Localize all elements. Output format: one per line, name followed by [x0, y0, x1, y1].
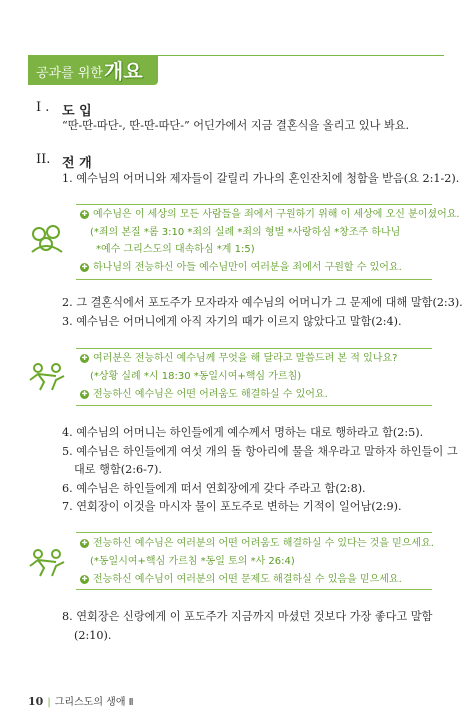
item-6: 6. 예수님은 하인들에게 떠서 연회장에게 갖다 주라고 함(2:8). [62, 482, 366, 495]
running-people-icon [28, 548, 68, 578]
item-5-line-2: 대로 행함(2:6-7). [74, 463, 162, 476]
item-2: 2. 그 결혼식에서 포도주가 모자라자 예수님의 어머니가 그 문제에 대해 말함(2:3). [62, 296, 463, 309]
box1-line-c: *예수 그리스도의 대속하심 *계 1:5) [96, 244, 255, 255]
footer-separator: | [47, 697, 51, 708]
running-people-icon [28, 362, 68, 392]
box3-line-c: ✚ 전능하신 예수님이 여러분의 어떤 문제도 해결하실 수 있음을 믿으세요. [81, 574, 402, 585]
section-2-title: 전 개 [62, 156, 92, 171]
item-7: 7. 연회장이 이것을 마시자 물이 포도주로 변하는 기적이 일어남(2:9). [62, 500, 402, 513]
bullet-icon: ✚ [81, 389, 88, 398]
box1-line-a: ✚ 예수님은 이 세상의 모든 사람들을 죄에서 구원하기 위해 이 세상에 오신 분이셨어요. [81, 209, 460, 220]
book-title: 그리스도의 생애 Ⅱ [54, 697, 134, 708]
item-4: 4. 예수님의 어머니는 하인들에게 예수께서 명하는 대로 행하라고 함(2:5). [62, 426, 424, 439]
intro-text: “딴-딴-따단-, 딴-딴-따단-” 어딘가에서 지금 결혼식을 올리고 있나 봐요. [62, 119, 410, 132]
section-2-number: II. [36, 152, 51, 167]
box2-line-c: ✚ 전능하신 예수님은 어떤 어려움도 해결하실 수 있어요. [81, 389, 328, 400]
box1-line-d: ✚ 하나님의 전능하신 아들 예수님만이 여러분을 죄에서 구원할 수 있어요. [81, 262, 402, 273]
box3-line-b: (*동일시여+핵심 가르침 *동일 토의 *사 26:4) [90, 556, 295, 567]
item-8-line-2: (2:10). [74, 629, 112, 642]
item-5-line-1: 5. 예수님은 하인들에게 여섯 개의 돌 항아리에 물을 채우라고 말하자 하인들이 그 [62, 445, 458, 458]
bullet-icon: ✚ [81, 353, 88, 362]
item-8-line-1: 8. 연회장은 신랑에게 이 포도주가 지금까지 마셨던 것보다 가장 좋다고 말함 [62, 610, 433, 623]
bullet-icon: ✚ [81, 574, 88, 583]
item-3: 3. 예수님은 어머니에게 아직 자기의 때가 이르지 않았다고 말함(2:4). [62, 315, 402, 328]
section-1-number: I . [36, 100, 50, 115]
header-big-title: 개요 [104, 59, 143, 83]
header-small-title: 공과를 위한 [36, 66, 103, 81]
bullet-icon: ✚ [81, 209, 88, 218]
bullet-icon: ✚ [81, 538, 88, 547]
bullet-icon: ✚ [81, 262, 88, 271]
item-1: 1. 예수님의 어머니와 제자들이 갈릴리 가나의 혼인잔치에 청함을 받음(요 2:1-2). [62, 172, 460, 185]
section-1-title: 도 입 [62, 104, 92, 119]
box2-line-b: (*상황 실례 *시 18:30 *동일시여+핵심 가르침) [90, 371, 302, 382]
group-people-icon [28, 222, 66, 256]
box2-line-a: ✚ 여러분은 전능하신 예수님께 무엇을 해 달라고 말씀드려 본 적 있나요? [81, 353, 398, 364]
page-number: 10 [28, 695, 44, 708]
box3-line-a: ✚ 전능하신 예수님은 여러분의 어떤 어려움도 해결하실 수 있다는 것을 믿으세요. [81, 538, 434, 549]
page-footer [28, 693, 134, 708]
box1-line-b: (*죄의 본질 *롬 3:10 *죄의 실례 *죄의 형벌 *사랑하심 *창조주 하나님 [90, 227, 401, 238]
